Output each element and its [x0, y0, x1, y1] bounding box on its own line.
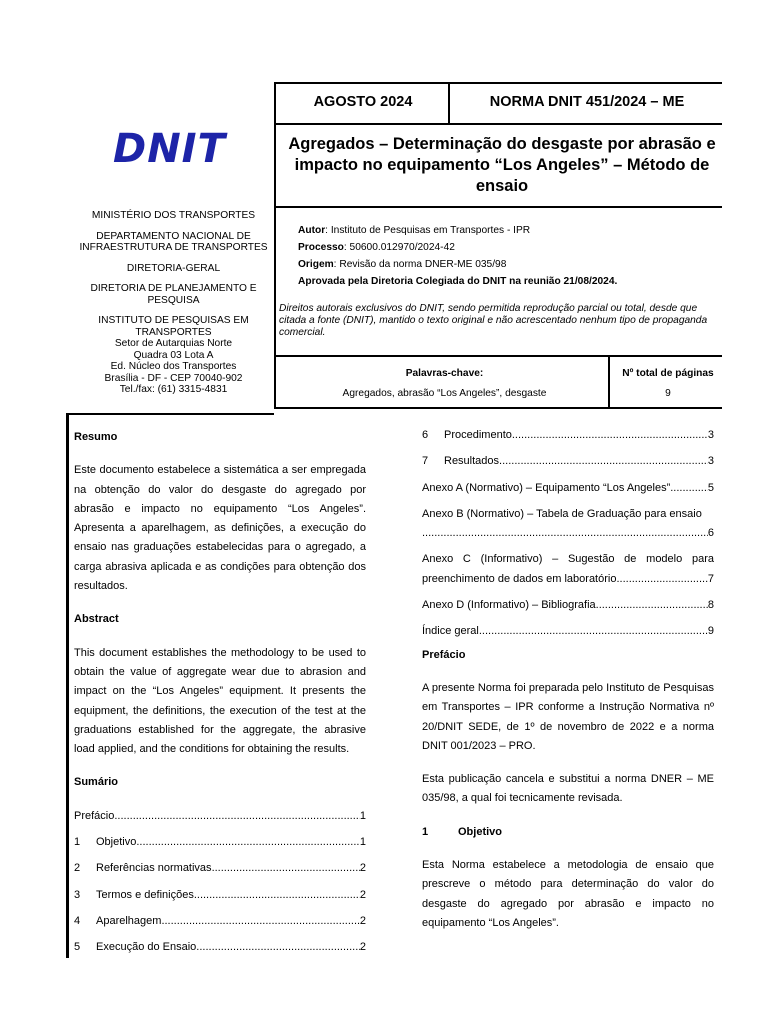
planning-board: DIRETORIA DE PLANEJAMENTO E PESQUISA — [90, 283, 257, 306]
toc-entry-anexo-d[interactable] — [422, 596, 714, 615]
origin-value: : Revisão da norma DNER-ME 035/98 — [333, 259, 507, 270]
toc-dots — [512, 426, 708, 445]
toc-label: Anexo B (Normativo) – Tabela de Graduação para ensaio — [422, 507, 702, 520]
header-title-rule — [274, 123, 722, 125]
toc-label: Prefácio — [74, 809, 115, 822]
toc-page: 1 — [359, 836, 366, 849]
toc-page: 2 — [359, 888, 366, 901]
total-pages-label: Nº total de páginas — [622, 368, 714, 379]
toc-number: 4 — [74, 914, 81, 927]
prefacio-paragraph-2: Esta publicação cancela e substitui a norma DNER – ME 035/98, a qual foi tecnicamente revisada. — [422, 773, 714, 805]
resumo-heading: Resumo — [74, 431, 118, 443]
toc-entry-anexo-b[interactable] — [422, 505, 714, 544]
toc-number: 5 — [74, 941, 81, 954]
abstract-heading: Abstract — [74, 613, 119, 626]
body-left-rule-top — [274, 345, 276, 407]
toc-label: Termos e definições — [96, 888, 194, 901]
toc-number: 7 — [422, 455, 429, 468]
document-meta — [298, 222, 728, 290]
toc-dots — [670, 479, 708, 498]
toc-entry-anexo-a[interactable] — [422, 479, 714, 498]
abstract-text: This document establishes the methodology to be used to obtain the value of aggregate wear due to abrasion and impact on the “Los Angeles” equipment. It presents the equipment, the definitions, the execution of the test at the graduations established for the aggregate, the abrasive load applied, and the conditions for obtaining the results. — [74, 646, 366, 756]
header-date-divider — [448, 82, 450, 124]
toc-entry[interactable] — [74, 886, 366, 905]
institution-info — [76, 210, 271, 396]
toc-number: 6 — [422, 429, 429, 441]
toc-label: Objetivo — [96, 836, 137, 849]
keywords-value: Agregados, abrasão “Los Angeles”, desgaste — [342, 388, 547, 399]
header-top-rule — [274, 82, 722, 84]
process-value: : 50600.012970/2024-42 — [343, 242, 455, 253]
resumo-text: Este documento estabelece a sistemática a ser empregada na obtenção do valor do desgaste do agregado por abrasão e impacto no equipamento “Los Angeles”. Apresenta a aparelhagem, as definições, a execução do ensaio nas graduações estabelecidas para o agregado, a carga abrasiva aplicada e as condições para obtenção dos resultados. — [74, 464, 366, 593]
toc-label: Resultados — [444, 455, 500, 468]
toc-dots — [422, 524, 708, 543]
toc-dots — [136, 833, 360, 852]
author-line — [298, 222, 728, 239]
toc-page: 9 — [707, 625, 714, 638]
toc-entry[interactable] — [422, 452, 714, 471]
toc-page: 2 — [359, 914, 366, 927]
approval-text: Aprovada pela Diretoria Colegiada do DNIT na reunião 21/08/2024. — [298, 276, 618, 287]
institute: INSTITUTO DE PESQUISAS EM TRANSPORTES — [98, 315, 249, 338]
body-top-rule — [66, 413, 274, 415]
toc-number: 3 — [74, 888, 81, 901]
keyword-pages-divider — [608, 356, 610, 408]
total-pages-value: 9 — [665, 388, 671, 399]
toc-page: 7 — [707, 572, 714, 585]
right-column — [422, 426, 714, 933]
toc-page: 1 — [359, 809, 366, 822]
toc-page: 3 — [707, 429, 714, 441]
toc-entry-anexo-c[interactable] — [422, 550, 714, 589]
toc-entry-indice[interactable] — [422, 622, 714, 641]
toc-dots — [596, 596, 708, 615]
toc-dots — [212, 859, 360, 878]
department: DEPARTAMENTO NACIONAL DE INFRAESTRUTURA DE TRANSPORTES — [79, 230, 268, 253]
address-line: Brasília - DF - CEP 70040-902 — [104, 372, 243, 384]
norm-number: NORMA DNIT 451/2024 – ME — [489, 94, 685, 110]
toc-dots — [616, 570, 707, 589]
process-label: Processo — [298, 242, 344, 253]
sumario-heading: Sumário — [74, 776, 119, 789]
toc-entry[interactable] — [74, 859, 366, 878]
toc-label: Procedimento — [444, 429, 512, 441]
header-meta-rule — [274, 206, 722, 208]
toc-label: Referências normativas — [96, 862, 212, 875]
toc-continuation — [422, 570, 714, 589]
toc-label: Anexo D (Informativo) – Bibliografia — [422, 599, 596, 612]
prefacio-heading: Prefácio — [422, 648, 466, 661]
prefacio-paragraph-1: A presente Norma foi preparada pelo Instituto de Pesquisas em Transportes – IPR conforme a Instrução Normativa nº 20/DNIT SEDE, de 1º de novembro de 2022 e a norma DNIT 001/2023 – PRO. — [422, 681, 714, 752]
header-bottom-rule — [274, 407, 722, 409]
toc-dots — [196, 938, 360, 957]
document-title: Agregados – Determinação do desgaste por abrasão e impacto no equipamento “Los Angeles” – Método de ensaio — [288, 135, 716, 195]
publication-date: AGOSTO 2024 — [313, 94, 413, 110]
address-line: Setor de Autarquias Norte — [114, 338, 233, 349]
toc-entry[interactable] — [74, 938, 366, 957]
author-label: Autor — [298, 225, 326, 236]
toc-page: 6 — [707, 527, 714, 540]
toc-entry-prefacio[interactable] — [74, 807, 366, 826]
address-line: Ed. Núcleo dos Transportes — [110, 361, 237, 372]
origin-line — [298, 256, 728, 273]
copyright-notice: Direitos autorais exclusivos do DNIT, sendo permitida reprodução parcial ou total, desde que citada a fonte (DNIT), mantido o texto original e não acrescentado nenhum tipo de propaganda comercial. — [279, 303, 708, 338]
toc-dots — [161, 912, 359, 931]
toc-label: Aparelhagem — [96, 914, 162, 927]
toc-entry[interactable] — [422, 426, 714, 445]
toc-dots — [114, 807, 360, 826]
toc-number: 1 — [74, 836, 81, 849]
toc-label: Índice geral — [422, 625, 479, 638]
toc-page: 3 — [707, 455, 714, 468]
header-left-rule — [274, 82, 276, 345]
toc-label: Anexo C (Informativo) – Sugestão de modelo para — [422, 553, 714, 566]
process-line — [298, 239, 728, 256]
objetivo-text: Esta Norma estabelece a metodologia de ensaio que prescreve o método para determinação do valor do desgaste do agregado por abrasão e impacto no equipamento “Los Angeles”. — [422, 859, 714, 929]
header-keyword-rule — [274, 355, 722, 357]
toc-dots — [194, 886, 360, 905]
left-column — [74, 428, 366, 958]
approval-line — [298, 273, 728, 290]
toc-page: 8 — [707, 599, 714, 612]
objetivo-number: 1 — [422, 825, 429, 838]
toc-label: Anexo A (Normativo) – Equipamento “Los Angeles” — [422, 481, 671, 494]
toc-entry[interactable] — [74, 833, 366, 852]
toc-label: preenchimento de dados em laboratório — [422, 572, 617, 585]
objetivo-heading — [422, 823, 714, 842]
toc-entry[interactable] — [74, 912, 366, 931]
ministry: MINISTÉRIO DOS TRANSPORTES — [91, 210, 256, 221]
keywords-label: Palavras-chave: — [405, 368, 484, 379]
author-value: : Instituto de Pesquisas em Transportes - IPR — [325, 225, 531, 236]
toc-page: 5 — [707, 481, 714, 494]
phone-line: Tel./fax: (61) 3315-4831 — [119, 384, 228, 395]
toc-page: 2 — [359, 941, 366, 954]
dnit-logo: DNIT — [113, 126, 226, 172]
body-left-rule — [66, 413, 69, 958]
address-line: Quadra 03 Lota A — [133, 349, 214, 361]
toc-label: Execução do Ensaio — [96, 941, 197, 954]
objetivo-title: Objetivo — [458, 825, 503, 838]
toc-dots — [479, 622, 708, 641]
toc-number: 2 — [74, 862, 81, 875]
board: DIRETORIA-GERAL — [126, 262, 221, 274]
origin-label: Origem — [298, 259, 334, 270]
toc-page: 2 — [359, 862, 366, 875]
toc-dots — [499, 452, 708, 471]
toc-continuation — [422, 524, 714, 543]
